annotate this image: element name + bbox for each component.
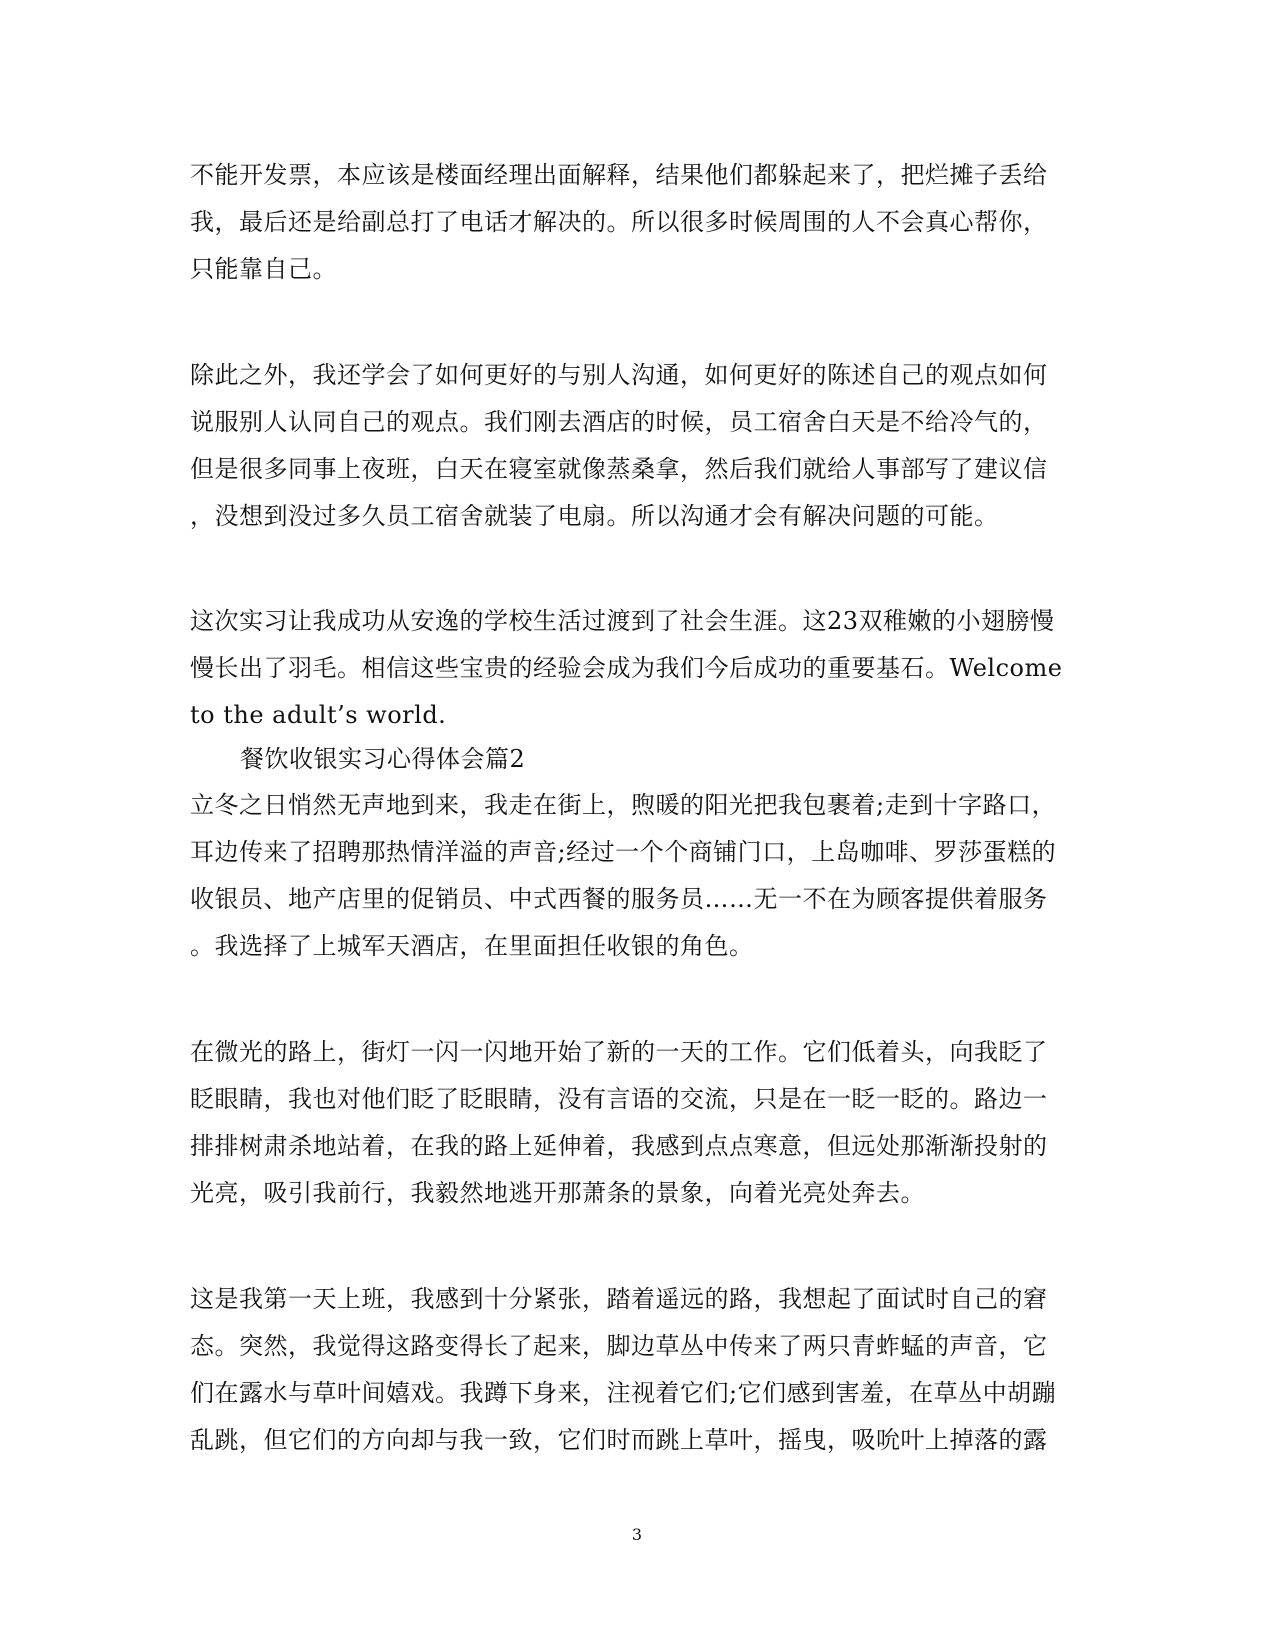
text-line: 耳边传来了招聘那热情洋溢的声音;经过一个个商铺门口，上岛咖啡、罗莎蛋糕的: [190, 838, 1057, 866]
text-line: 态。突然，我觉得这路变得长了起来，脚边草丛中传来了两只青蚱蜢的声音，它: [190, 1332, 1048, 1360]
text-line: to the adult’s world.: [190, 701, 447, 729]
text-line: ，没想到没过多久员工宿舍就装了电扇。所以沟通才会有解决问题的可能。: [190, 502, 999, 530]
text-line: 收银员、地产店里的促销员、中式西餐的服务员……无一不在为顾客提供着服务: [190, 885, 1048, 913]
text-line: 我，最后还是给副总打了电话才解决的。所以很多时候周围的人不会真心帮你，: [190, 208, 1048, 236]
text-line: 说服别人认同自己的观点。我们刚去酒店的时候，员工宿舍白天是不给冷气的，: [190, 408, 1048, 436]
text-line: 立冬之日悄然无声地到来，我走在街上，煦暖的阳光把我包裹着;走到十字路口，: [190, 791, 1057, 819]
text-line: 光亮，吸引我前行，我毅然地逃开那萧条的景象，向着光亮处奔去。: [190, 1179, 925, 1207]
text-line: 眨眼睛，我也对他们眨了眨眼睛，没有言语的交流，只是在一眨一眨的。路边一: [190, 1085, 1048, 1113]
text-line: 乱跳，但它们的方向却与我一致，它们时而跳上草叶，摇曳，吸吮叶上掉落的露: [190, 1426, 1048, 1454]
text-line: 这次实习让我成功从安逸的学校生活过渡到了社会生涯。这23双稚嫩的小翅膀慢: [190, 607, 1055, 635]
text-line: 除此之外，我还学会了如何更好的与别人沟通，如何更好的陈述自己的观点如何: [190, 361, 1048, 389]
text-line: 只能靠自己。: [190, 255, 337, 283]
text-line: 们在露水与草叶间嬉戏。我蹲下身来，注视着它们;它们感到害羞，在草丛中胡蹦: [190, 1379, 1057, 1407]
text-line: 排排树肃杀地站着，在我的路上延伸着，我感到点点寒意，但远处那渐渐投射的: [190, 1132, 1048, 1160]
text-line: 这是我第一天上班，我感到十分紧张，踏着遥远的路，我想起了面试时自己的窘: [190, 1285, 1048, 1313]
text-line: 。我选择了上城军天酒店，在里面担任收银的角色。: [190, 932, 754, 960]
text-line: 慢长出了羽毛。相信这些宝贵的经验会成为我们今后成功的重要基石。Welcome: [190, 654, 1063, 682]
section-heading: 餐饮收银实习心得体会篇2: [240, 745, 526, 773]
text-line: 在微光的路上，街灯一闪一闪地开始了新的一天的工作。它们低着头，向我眨了: [190, 1038, 1048, 1066]
page-number: 3: [631, 1525, 643, 1544]
text-line: 但是很多同事上夜班，白天在寝室就像蒸桑拿，然后我们就给人事部写了建议信: [190, 455, 1048, 483]
text-line: 不能开发票，本应该是楼面经理出面解释，结果他们都躲起来了，把烂摊子丢给: [190, 161, 1048, 189]
